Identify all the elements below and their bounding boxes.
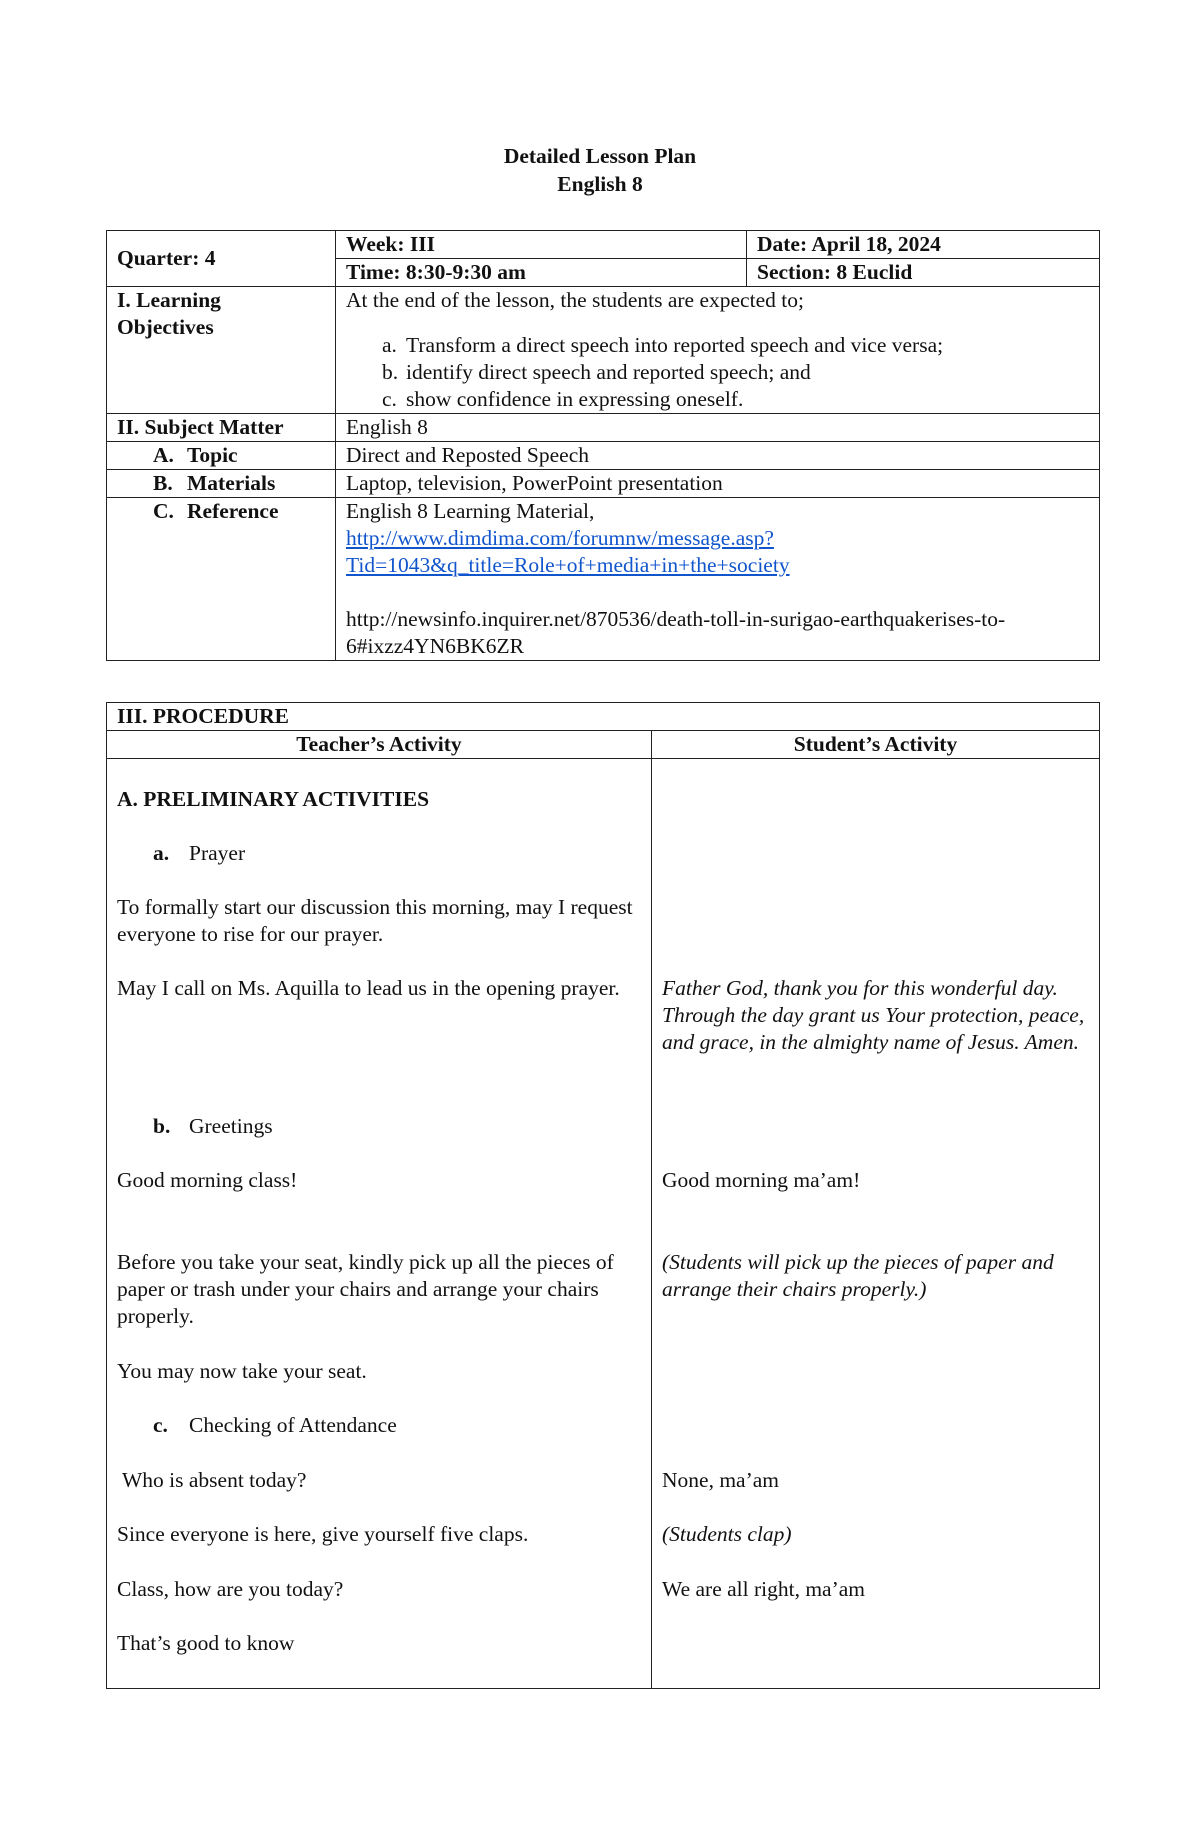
reference-link-line2[interactable]: Tid=1043&q_title=Role+of+media+in+the+society [346,553,790,577]
materials-label [107,470,336,498]
reference-link[interactable] [346,525,1089,579]
student-activity-header: Student’s Activity [652,731,1100,759]
objective-marker: a. [382,333,397,357]
attendance-teacher-4: That’s good to know [117,1631,295,1655]
reference-text: English 8 Learning Material, [346,499,595,523]
objectives-label-line2: Objectives [117,315,214,339]
attendance-student-3: We are all right, ma’am [662,1577,866,1601]
procedure-title: III. PROCEDURE [107,703,1100,731]
prayer-step [117,840,245,867]
attendance-teacher-1: Who is absent today? [117,1468,307,1492]
week-cell: Week: III [336,231,747,259]
teacher-activity-column [107,759,652,1689]
document-subject: English 8 [557,172,643,196]
objectives-content [336,287,1100,414]
student-activity-column [652,759,1100,1689]
date-cell: Date: April 18, 2024 [747,231,1100,259]
objectives-list [346,332,1089,413]
quarter-cell: Quarter: 4 [107,231,336,287]
reference-url-line1: http://newsinfo.inquirer.net/870536/death-toll-in-surigao-earthquakerises-to- [346,607,1006,631]
time-cell: Time: 8:30-9:30 am [336,259,747,287]
objectives-intro: At the end of the lesson, the students are expected to; [346,288,804,312]
lesson-info-table [106,230,1100,661]
greetings-student-2: (Students will pick up the pieces of paper and arrange their chairs properly.) [662,1250,1054,1301]
objective-item [346,359,1089,386]
objectives-label [107,287,336,414]
preliminary-heading: A. PRELIMINARY ACTIVITIES [117,787,430,811]
topic-value: Direct and Reposted Speech [336,442,1100,470]
teacher-activity-header: Teacher’s Activity [107,731,652,759]
objective-text: Transform a direct speech into reported speech and vice versa; [406,333,944,357]
reference-link-line1[interactable]: http://www.dimdima.com/forumnw/message.asp? [346,526,774,550]
objective-text: identify direct speech and reported speech; and [406,360,811,384]
section-cell: Section: 8 Euclid [747,259,1100,287]
prayer-teacher-2: May I call on Ms. Aquilla to lead us in the opening prayer. [117,976,620,1000]
attendance-student-1: None, ma’am [662,1468,780,1492]
reference-label [107,498,336,661]
greetings-letter: b. [153,1114,171,1138]
document-title: Detailed Lesson Plan [503,144,697,168]
greetings-teacher-3: You may now take your seat. [117,1359,367,1383]
greetings-teacher-2: Before you take your seat, kindly pick up all the pieces of paper or trash under your chairs and arrange your chairs properly. [117,1250,614,1328]
subject-matter-label: II. Subject Matter [107,414,336,442]
prayer-label: Prayer [189,841,246,865]
procedure-table [106,702,1100,1689]
objectives-label-line1: I. Learning [117,288,221,312]
reference-letter: C. [153,499,174,523]
objective-item [346,332,1089,359]
topic-letter: A. [153,443,174,467]
attendance-teacher-3: Class, how are you today? [117,1577,344,1601]
greetings-teacher-1: Good morning class! [117,1168,298,1192]
attendance-student-2: (Students clap) [662,1522,792,1546]
greetings-step [117,1113,273,1140]
objective-item [346,386,1089,413]
reference-value [336,498,1100,661]
attendance-letter: c. [153,1413,168,1437]
reference-url-line2: 6#ixzz4YN6BK6ZR [346,634,524,658]
subject-matter-value: English 8 [336,414,1100,442]
topic-label-text: Topic [187,443,238,467]
topic-label [107,442,336,470]
prayer-student-1: Father God, thank you for this wonderful day. Through the day grant us Your protection, peace, and grace, in the almighty name of Jesus. Amen. [662,976,1085,1054]
materials-letter: B. [153,471,173,495]
materials-label-text: Materials [187,471,276,495]
greetings-label: Greetings [189,1114,273,1138]
materials-value: Laptop, television, PowerPoint presentation [336,470,1100,498]
objective-text: show confidence in expressing oneself. [406,387,744,411]
prayer-letter: a. [153,841,170,865]
reference-label-text: Reference [187,499,279,523]
objective-marker: b. [382,360,399,384]
attendance-teacher-2: Since everyone is here, give yourself five claps. [117,1522,529,1546]
greetings-student-1: Good morning ma’am! [662,1168,861,1192]
prayer-teacher-1: To formally start our discussion this morning, may I request everyone to rise for our prayer. [117,895,633,946]
attendance-label: Checking of Attendance [189,1413,397,1437]
page-title [0,143,1200,199]
objective-marker: c. [382,387,397,411]
attendance-step [117,1412,397,1439]
